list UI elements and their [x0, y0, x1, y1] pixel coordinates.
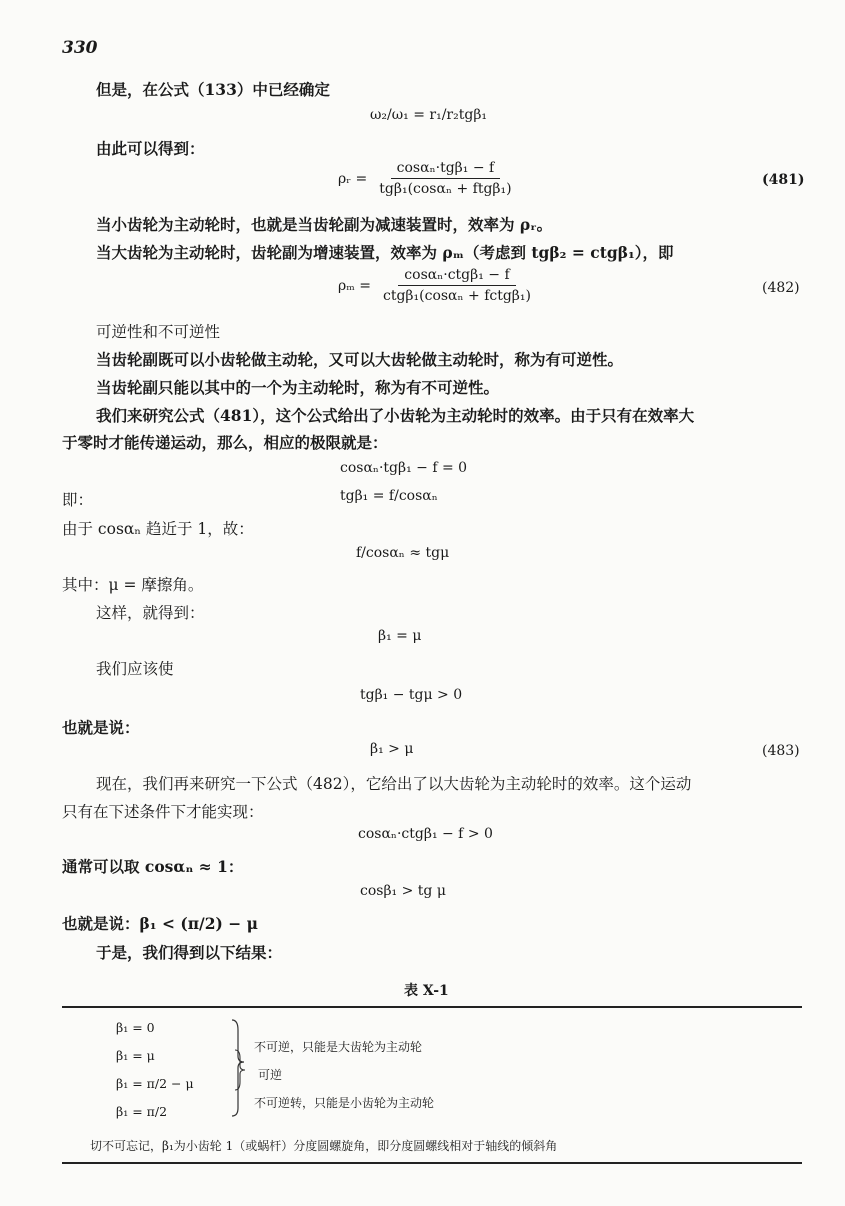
numerator: cosαₙ·ctgβ₁ − f	[398, 267, 515, 286]
equation-limit: cosαₙ·tgβ₁ − f = 0	[340, 460, 468, 476]
denominator: tgβ₁(cosαₙ + ftgβ₁)	[379, 181, 512, 197]
text-line: 通常可以取 cosαₙ ≈ 1：	[62, 857, 244, 876]
page-number: 330	[62, 38, 98, 58]
text-line: 也就是说：β₁ < (π/2) − μ	[62, 914, 258, 933]
table-top-rule	[62, 1006, 802, 1008]
text-line: 只有在下述条件下才能实现：	[62, 803, 264, 821]
text-line: 于是，我们得到以下结果：	[96, 943, 283, 962]
table-title: 表 X-1	[404, 983, 449, 999]
text-line: 由于 cosαₙ 趋近于 1，故：	[62, 520, 254, 538]
section-heading: 可逆性和不可逆性	[96, 323, 221, 341]
text-line: 当大齿轮为主动轮时，齿轮副为增速装置，效率为 ρₘ（考虑到 tgβ₂ = ctgβ₁），即	[96, 243, 674, 262]
table-note: 切不可忘记，β₁为小齿轮 1（或蜗杆）分度圆螺旋角，即分度圆螺线相对于轴线的倾斜角	[90, 1139, 558, 1153]
equation-483: β₁ > μ	[370, 741, 414, 757]
text-line: 当齿轮副既可以小齿轮做主动轮，又可以大齿轮做主动轮时，称为有可逆性。	[96, 350, 624, 369]
denominator: ctgβ₁(cosαₙ + fctgβ₁)	[383, 288, 531, 304]
table-condition: β₁ = μ	[116, 1048, 155, 1063]
text-line: 即：	[62, 491, 94, 509]
equation-approx: f/cosαₙ ≈ tgμ	[356, 545, 450, 561]
text-line: 当小齿轮为主动轮时，也就是当齿轮副为减速装置时，效率为 ρᵣ。	[96, 215, 553, 234]
text-line: 由此可以得到：	[96, 139, 205, 158]
table-condition: β₁ = π/2	[116, 1104, 168, 1119]
text-line: 也就是说：	[62, 718, 140, 737]
table-result: 可逆	[258, 1068, 283, 1082]
brace-icon	[232, 1048, 248, 1092]
text-line: 当齿轮副只能以其中的一个为主动轮时，称为有不可逆性。	[96, 378, 500, 397]
text-line: 这样，就得到：	[96, 604, 205, 622]
equation-number: (481)	[762, 172, 805, 188]
table-condition: β₁ = 0	[116, 1020, 155, 1035]
equation-ratio: ω₂/ω₁ = r₁/r₂tgβ₁	[370, 107, 488, 123]
numerator: cosαₙ·tgβ₁ − f	[391, 160, 501, 179]
table-bottom-rule	[62, 1162, 802, 1164]
equation-condition: cosαₙ·ctgβ₁ − f > 0	[358, 826, 493, 842]
equation-inequality: tgβ₁ − tgμ > 0	[360, 687, 463, 703]
table-condition: β₁ = π/2 − μ	[116, 1076, 194, 1091]
text-line: 于零时才能传递运动，那么，相应的极限就是：	[62, 433, 388, 452]
text-line: 但是，在公式（133）中已经确定	[96, 80, 330, 99]
fraction	[377, 267, 537, 304]
equation-tg: tgβ₁ = f/cosαₙ	[340, 488, 438, 504]
text-line: 我们应该使	[96, 660, 174, 678]
equation-beta-mu: β₁ = μ	[378, 628, 422, 644]
equation-481	[338, 160, 518, 197]
equation-lhs: ρᵣ =	[338, 170, 368, 187]
equation-482	[338, 267, 537, 304]
text-line: 其中：μ = 摩擦角。	[62, 576, 204, 594]
fraction	[373, 160, 517, 197]
equation-lhs: ρₘ =	[338, 277, 371, 294]
equation-number: (483)	[762, 743, 800, 759]
table-result: 不可逆转，只能是小齿轮为主动轮	[254, 1096, 435, 1110]
equation-cos: cosβ₁ > tg μ	[360, 883, 446, 899]
table-result: 不可逆，只能是大齿轮为主动轮	[254, 1040, 423, 1054]
text-line: 我们来研究公式（481），这个公式给出了小齿轮为主动轮时的效率。由于只有在效率大	[96, 406, 695, 425]
text-line: 现在，我们再来研究一下公式（482），它给出了以大齿轮为主动轮时的效率。这个运动	[96, 775, 692, 793]
equation-number: (482)	[762, 280, 800, 296]
